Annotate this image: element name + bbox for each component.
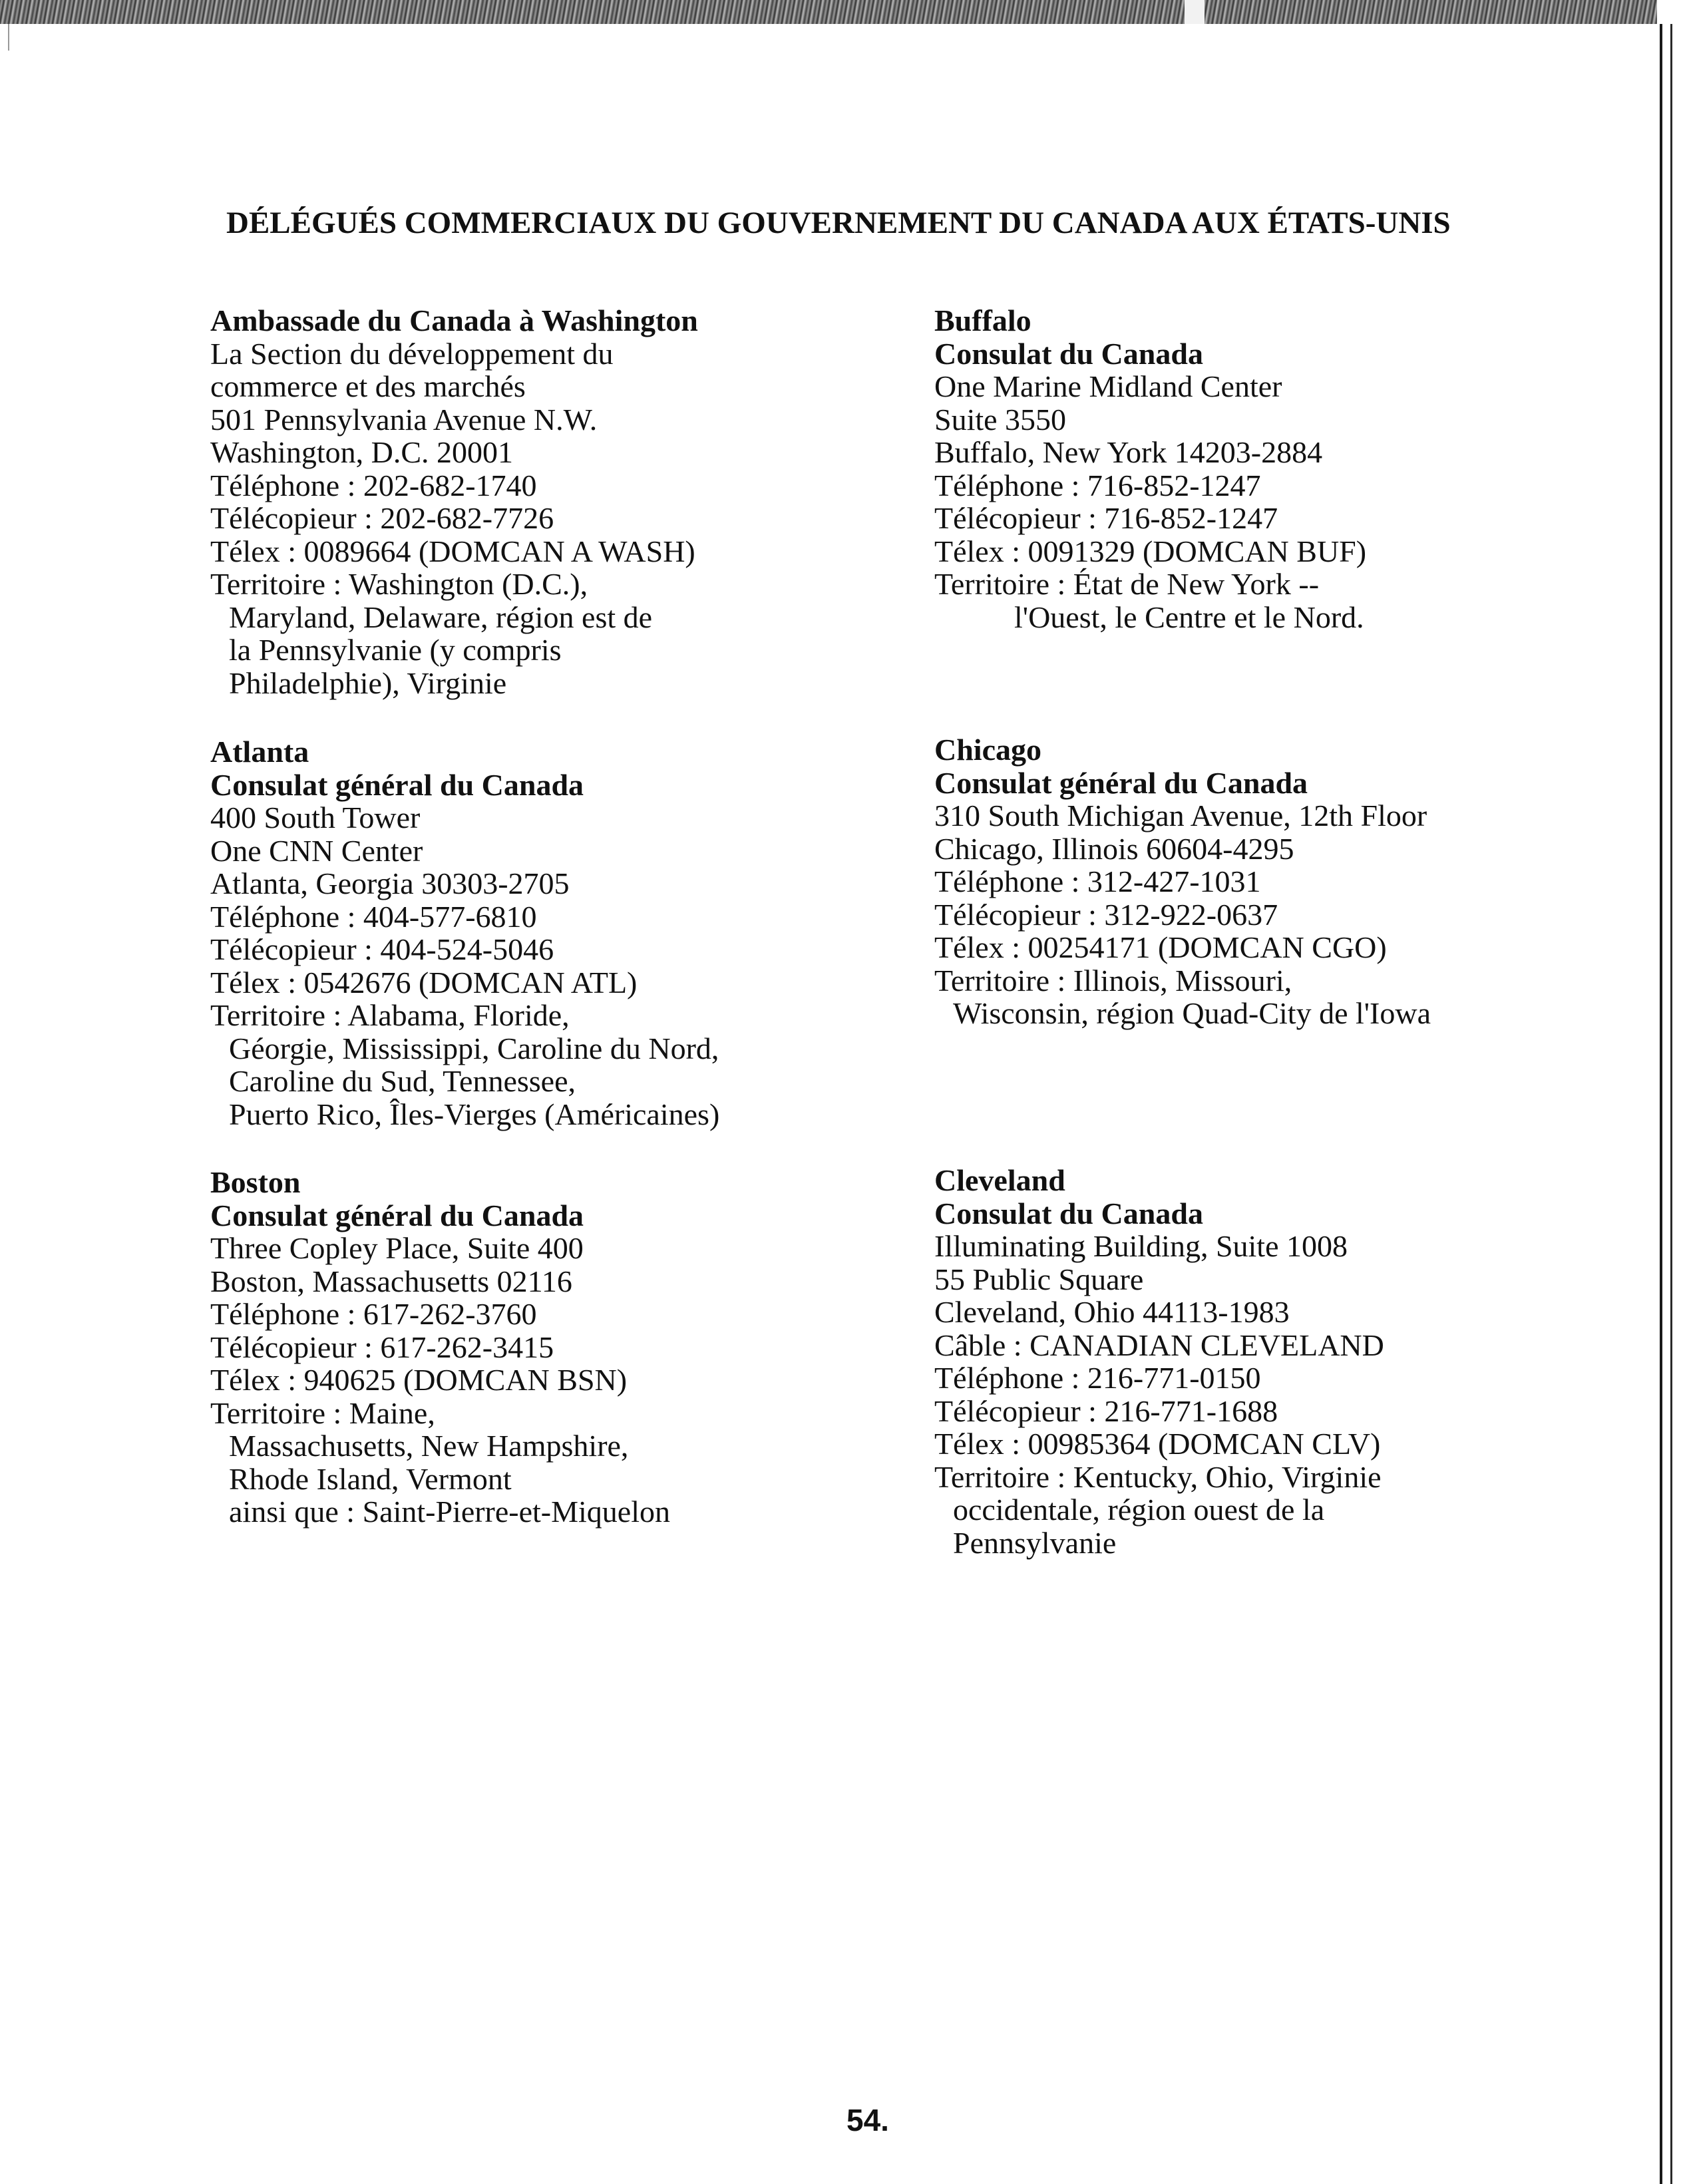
office-city: Atlanta, Georgia 30303-2705 [210, 866, 570, 900]
office-type: Consulat général du Canada [934, 765, 1308, 800]
office-type: Consulat du Canada [934, 1196, 1203, 1230]
office-cleveland [934, 1164, 1384, 1559]
office-territory: Territoire : Washington (D.C.), [210, 567, 588, 601]
office-telex: Télex : 0091329 (DOMCAN BUF) [934, 534, 1367, 568]
scan-edge-top-gap [1185, 0, 1205, 24]
office-line: commerce et des marchés [210, 369, 526, 403]
office-phone: Téléphone : 617-262-3760 [210, 1297, 537, 1331]
office-fax: Télécopieur : 404-524-5046 [210, 932, 554, 966]
page-number: 54. [846, 2103, 889, 2137]
office-boston [210, 1166, 670, 1529]
office-atlanta [210, 735, 719, 1131]
office-territory: Territoire : Illinois, Missouri, [934, 963, 1292, 998]
office-type: Consulat du Canada [934, 336, 1203, 371]
office-territory-cont: occidentale, région ouest de la [953, 1493, 1325, 1527]
office-name: Chicago [934, 733, 1041, 767]
office-suite: Suite 3550 [934, 402, 1067, 437]
page-title: DÉLÉGUÉS COMMERCIAUX DU GOUVERNEMENT DU CANADA AUX ÉTATS-UNIS [226, 206, 1451, 240]
office-address: 55 Public Square [934, 1262, 1144, 1296]
office-address: 501 Pennsylvania Avenue N.W. [210, 402, 598, 437]
office-phone: Téléphone : 202-682-1740 [210, 468, 537, 502]
office-buffalo [934, 304, 1366, 634]
office-fax: Télécopieur : 312-922-0637 [934, 897, 1278, 932]
office-address: 310 South Michigan Avenue, 12th Floor [934, 799, 1427, 832]
office-territory-cont: Maryland, Delaware, région est de [229, 600, 653, 634]
office-telex: Télex : 0089664 (DOMCAN A WASH) [210, 534, 695, 568]
office-city: Buffalo, New York 14203-2884 [934, 435, 1323, 469]
office-telex: Télex : 0542676 (DOMCAN ATL) [210, 965, 638, 1000]
office-phone: Téléphone : 716-852-1247 [934, 468, 1261, 502]
office-address: 400 South Tower [210, 801, 421, 834]
office-name: Boston [210, 1165, 301, 1199]
office-address: One Marine Midland Center [934, 369, 1282, 403]
office-address: Three Copley Place, Suite 400 [210, 1231, 584, 1265]
office-address: One CNN Center [210, 833, 423, 868]
office-city: Washington, D.C. 20001 [210, 435, 514, 469]
office-territory-cont: Wisconsin, région Quad-City de l'Iowa [953, 996, 1431, 1030]
office-territory: Territoire : Kentucky, Ohio, Virginie [934, 1459, 1382, 1494]
office-line: La Section du développement du [210, 336, 614, 371]
office-telex: Télex : 00254171 (DOMCAN CGO) [934, 930, 1387, 964]
office-territory: Territoire : État de New York -- [934, 567, 1320, 601]
office-chicago [934, 733, 1431, 1030]
office-cable: Câble : CANADIAN CLEVELAND [934, 1328, 1384, 1362]
office-name: Buffalo [934, 303, 1031, 337]
office-territory-cont: Pennsylvanie [953, 1525, 1117, 1560]
office-territory: Territoire : Alabama, Floride, [210, 998, 570, 1032]
office-name: Cleveland [934, 1163, 1065, 1197]
office-fax: Télécopieur : 716-852-1247 [934, 501, 1278, 535]
scan-edge-left [0, 24, 9, 51]
office-telex: Télex : 00985364 (DOMCAN CLV) [934, 1427, 1381, 1461]
office-territory: Territoire : Maine, [210, 1395, 435, 1430]
office-city: Boston, Massachusetts 02116 [210, 1264, 572, 1298]
office-name: Ambassade du Canada à Washington [210, 303, 698, 337]
office-phone: Téléphone : 404-577-6810 [210, 899, 537, 934]
office-territory-cont: Géorgie, Mississippi, Caroline du Nord, [229, 1031, 719, 1065]
office-phone: Téléphone : 312-427-1031 [934, 864, 1261, 898]
office-territory-cont: Rhode Island, Vermont [229, 1461, 512, 1496]
office-name: Atlanta [210, 735, 309, 769]
office-phone: Téléphone : 216-771-0150 [934, 1361, 1261, 1395]
scan-edge-right [1657, 0, 1681, 2184]
office-type: Consulat général du Canada [210, 1198, 584, 1232]
office-city: Cleveland, Ohio 44113-1983 [934, 1295, 1290, 1329]
office-territory-cont: la Pennsylvanie (y compris [229, 633, 562, 667]
office-territory-cont: ainsi que : Saint-Pierre-et-Miquelon [229, 1495, 671, 1529]
scan-edge-line [1660, 24, 1662, 2184]
office-territory-cont: Caroline du Sud, Tennessee, [229, 1064, 576, 1098]
office-address: Illuminating Building, Suite 1008 [934, 1229, 1348, 1263]
office-fax: Télécopieur : 617-262-3415 [210, 1330, 554, 1364]
scan-edge-line [1670, 24, 1672, 2184]
scan-edge-top [0, 0, 1681, 24]
office-territory-cont: Philadelphie), Virginie [229, 665, 507, 700]
office-fax: Télécopieur : 202-682-7726 [210, 501, 554, 535]
office-territory-cont: l'Ouest, le Centre et le Nord. [1014, 600, 1364, 634]
office-fax: Télécopieur : 216-771-1688 [934, 1393, 1278, 1428]
office-type: Consulat général du Canada [210, 767, 584, 802]
office-washington [210, 304, 698, 699]
office-city: Chicago, Illinois 60604-4295 [934, 831, 1294, 866]
office-territory-cont: Massachusetts, New Hampshire, [229, 1429, 629, 1463]
office-territory-cont: Puerto Rico, Îles-Vierges (Américaines) [229, 1097, 720, 1131]
office-telex: Télex : 940625 (DOMCAN BSN) [210, 1363, 628, 1397]
